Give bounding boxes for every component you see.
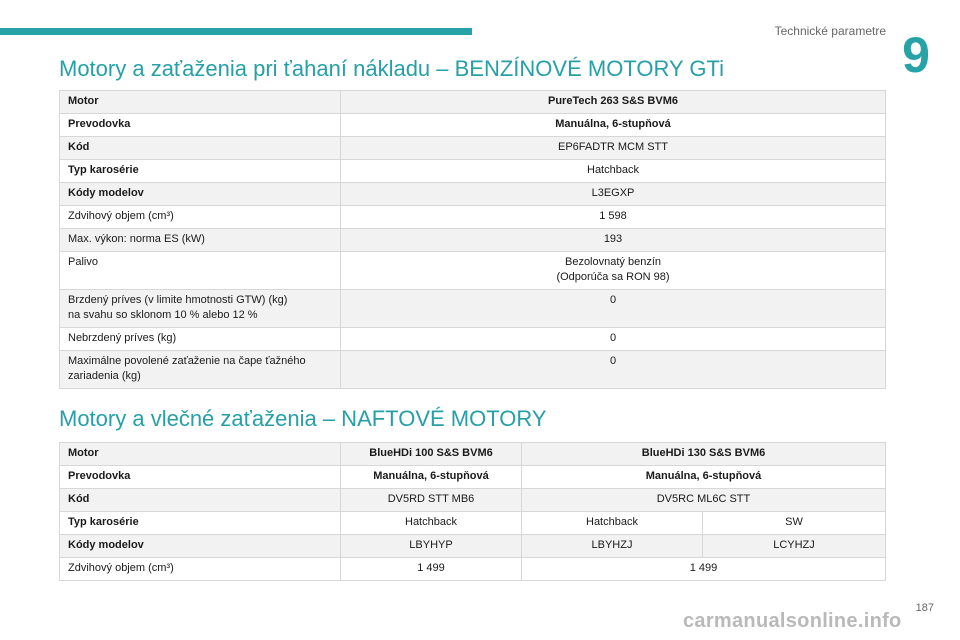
row-label [60,351,341,389]
row-label: Zdvihový objem (cm³) [60,206,341,229]
row-label: Zdvihový objem (cm³) [60,558,341,581]
page-number: 187 [915,602,934,614]
row-value [341,252,886,290]
row-label: Palivo [60,252,341,290]
watermark: carmanualsonline.info [683,610,902,632]
value-line: (Odporúča sa RON 98) [556,271,670,283]
table-row [60,328,886,351]
row-value: LCYHZJ [703,535,886,558]
table-row [60,206,886,229]
table-row [60,160,886,183]
row-label: Prevodovka [60,466,341,489]
value-line: Bezolovnatý benzín [564,256,661,268]
table-row [60,535,886,558]
row-value: 0 [341,290,886,328]
label-line: na svahu so sklonom 10 % alebo 12 % [68,309,258,321]
label-line: zariadenia (kg) [68,370,141,382]
row-value: 0 [341,328,886,351]
row-value: Manuálna, 6-stupňová [341,466,522,489]
table-row [60,443,886,466]
chapter-name: Technické parametre [774,24,886,38]
diesel-engines-table [59,442,886,581]
row-value: BlueHDi 100 S&S BVM6 [341,443,522,466]
chapter-number: 9 [902,27,930,83]
row-value: Hatchback [341,160,886,183]
table-row [60,489,886,512]
row-value: EP6FADTR MCM STT [341,137,886,160]
table-row [60,229,886,252]
table-row [60,137,886,160]
row-value: L3EGXP [341,183,886,206]
row-label: Typ karosérie [60,160,341,183]
table-row [60,114,886,137]
label-line: Brzdený príves (v limite hmotnosti GTW) (kg) [68,294,288,306]
row-value: Manuálna, 6-stupňová [522,466,886,489]
row-value: 1 499 [341,558,522,581]
row-value: BlueHDi 130 S&S BVM6 [522,443,886,466]
table-row [60,512,886,535]
row-label: Motor [60,443,341,466]
row-value: Hatchback [522,512,703,535]
table-row [60,351,886,389]
row-value: LBYHZJ [522,535,703,558]
row-value: SW [703,512,886,535]
row-label: Kódy modelov [60,535,341,558]
row-label: Max. výkon: norma ES (kW) [60,229,341,252]
row-label [60,290,341,328]
row-label: Typ karosérie [60,512,341,535]
petrol-engines-table [59,90,886,389]
table-row [60,558,886,581]
table-row [60,183,886,206]
row-value: DV5RD STT MB6 [341,489,522,512]
row-label: Nebrzdený príves (kg) [60,328,341,351]
row-value: 1 499 [522,558,886,581]
section-title-diesel: Motory a vlečné zaťaženia – NAFTOVÉ MOTORY [59,406,547,431]
section-title-petrol: Motory a zaťaženia pri ťahaní nákladu – BENZÍNOVÉ MOTORY GTi [59,56,724,81]
row-value: PureTech 263 S&S BVM6 [341,91,886,114]
table-row [60,91,886,114]
chapter-accent-bar [0,28,472,35]
table-row [60,290,886,328]
row-value: 193 [341,229,886,252]
row-value: 1 598 [341,206,886,229]
row-value: Manuálna, 6-stupňová [341,114,886,137]
row-label: Kód [60,137,341,160]
row-label: Kódy modelov [60,183,341,206]
row-label: Prevodovka [60,114,341,137]
row-value: 0 [341,351,886,389]
table-row [60,466,886,489]
row-label: Motor [60,91,341,114]
row-value: DV5RC ML6C STT [522,489,886,512]
row-value: LBYHYP [341,535,522,558]
table-row [60,252,886,290]
label-line: Maximálne povolené zaťaženie na čape ťažného [68,355,306,367]
row-value: Hatchback [341,512,522,535]
row-label: Kód [60,489,341,512]
